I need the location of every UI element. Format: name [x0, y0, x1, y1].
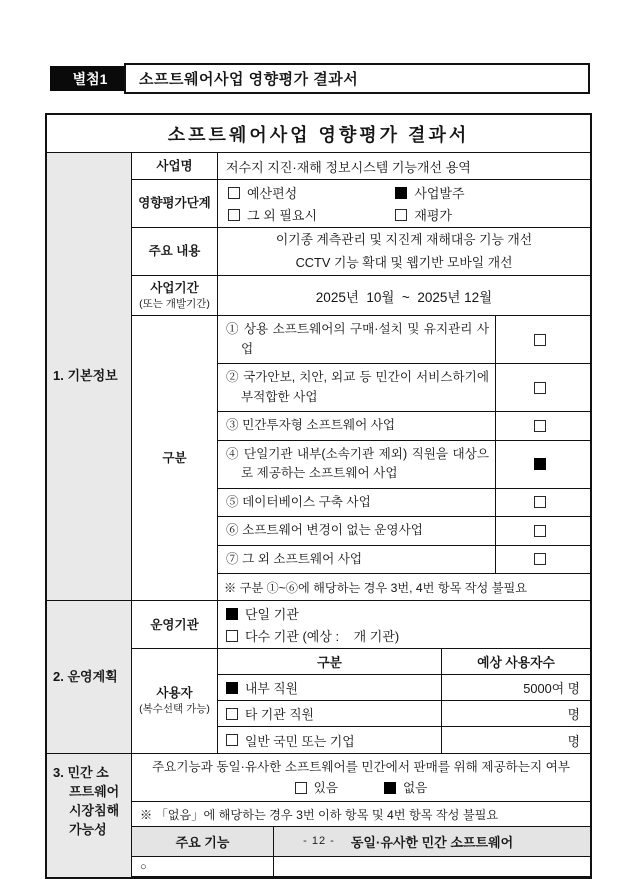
user-type-label: 내부 직원 [245, 681, 299, 697]
classification-item-row [218, 412, 590, 441]
main-content-line: 이기종 계측관리 및 지진계 재해대응 기능 개선 [275, 232, 533, 248]
market-question-text: 주요기능과 동일·유사한 소프트웨어를 민간에서 판매를 위해 제공하는지 여부 [152, 760, 570, 775]
classification-item-text: ⑦ 그 외 소프트웨어 사업 [226, 551, 363, 566]
classification-item-row [218, 517, 590, 546]
checkbox-icon [226, 708, 238, 720]
checkbox-icon [226, 682, 238, 694]
project-name-label: 사업명 [132, 153, 218, 179]
project-period-row [132, 276, 590, 316]
checkbox-icon [226, 630, 238, 642]
classification-label: 구분 [132, 316, 218, 600]
section-market-label: 3. 민간 소 프트웨어 시장침해 가능성 [47, 754, 132, 877]
market-question-row [132, 754, 590, 802]
classification-checkbox-cell [495, 441, 590, 488]
users-table-row [218, 727, 590, 753]
classification-item-row [218, 489, 590, 518]
classification-checkbox-cell [495, 489, 590, 517]
users-sublabel: (복수선택 가능) [139, 703, 210, 716]
users-row [132, 649, 590, 753]
users-table-row [218, 701, 590, 727]
classification-checkbox-cell [495, 316, 590, 363]
org-option: 다수 기관 (예상 : 개 기관) [226, 626, 582, 645]
users-label: 사용자 (복수선택 가능) [132, 649, 218, 753]
answer-option: 있음 [295, 778, 338, 798]
market-note: ※ 「없음」에 해당하는 경우 3번 이하 항목 및 4번 항목 작성 불필요 [132, 802, 590, 827]
attachment-title: 소프트웨어사업 영향평가 결과서 [139, 71, 359, 88]
checkbox-icon [534, 553, 546, 565]
checkbox-icon [534, 334, 546, 346]
operating-org-row [132, 601, 590, 649]
users-table-row [218, 675, 590, 701]
market-answer-options [295, 778, 428, 798]
checkbox-icon [228, 187, 240, 199]
classification-item-row [218, 441, 590, 489]
software-cell [274, 857, 590, 876]
attachment-badge: 별첨1 [50, 66, 130, 91]
answer-option: 없음 [384, 778, 427, 798]
main-content-value [218, 228, 590, 275]
classification-checkbox-cell [495, 546, 590, 574]
user-type-label: 일반 국민 또는 기업 [245, 733, 355, 749]
checkbox-icon [226, 608, 238, 620]
classification-item-text: ① 상용 소프트웨어의 구매·설치 및 유지관리 사업 [226, 322, 489, 356]
checkbox-icon [395, 187, 407, 199]
classification-items [218, 316, 590, 600]
checkbox-icon [534, 458, 546, 470]
section-basic-label: 1. 기본정보 [47, 153, 132, 600]
org-option: 단일 기관 [226, 604, 582, 623]
user-count-value: 5000여 명 [523, 681, 580, 697]
users-table [218, 649, 590, 753]
checkbox-icon [228, 209, 240, 221]
classification-item-row [218, 316, 590, 364]
classification-note: ※ 구분 ①~⑥에 해당하는 경우 3번, 4번 항목 작성 불필요 [224, 580, 528, 595]
operating-org-options [218, 601, 590, 648]
user-count-value: 명 [567, 733, 580, 749]
assessment-stage-row [132, 180, 590, 228]
users-col2-header: 예상 사용자수 [477, 655, 555, 671]
section-market-infringement [47, 754, 590, 877]
main-content-label: 주요 내용 [132, 228, 218, 275]
section-operation-label: 2. 운영계획 [47, 601, 132, 753]
project-name-row [132, 153, 590, 180]
classification-checkbox-cell [495, 364, 590, 411]
project-period-value: 2025년 10월 ~ 2025년 12월 [315, 289, 493, 305]
classification-checkbox-cell [495, 412, 590, 440]
form-title: 소프트웨어사업 영향평가 결과서 [47, 115, 590, 153]
page-number: - 12 - [303, 835, 335, 847]
assessment-stage-label: 영향평가단계 [132, 180, 218, 227]
checkbox-icon [395, 209, 407, 221]
classification-item-text: ⑤ 데이터베이스 구축 사업 [226, 494, 371, 509]
checkbox-icon [534, 496, 546, 508]
classification-checkbox-cell [495, 517, 590, 545]
project-period-sublabel: (또는 개발기간) [139, 297, 210, 310]
users-table-header [218, 649, 590, 675]
operating-org-label: 운영기관 [132, 601, 218, 648]
classification-item-text: ⑥ 소프트웨어 변경이 없는 운영사업 [226, 523, 423, 538]
classification-row [132, 316, 590, 600]
stage-option: 재평가 [395, 205, 584, 224]
checkbox-icon [534, 525, 546, 537]
checkbox-icon [384, 782, 396, 794]
attachment-title-box [124, 63, 590, 94]
feature-cell: ○ [132, 857, 274, 876]
feature-col-header: 주요 기능 [132, 827, 274, 856]
software-col-header: 동일·유사한 민간 소프트웨어 [350, 835, 514, 851]
section-basic-info [47, 153, 590, 601]
project-name-value: 저수지 지진·재해 정보시스템 기능개선 용역 [226, 159, 471, 175]
classification-item-text: ② 국가안보, 치안, 외교 등 민간이 서비스하기에 부적합한 사업 [226, 370, 489, 404]
assessment-form-table [45, 113, 592, 879]
classification-item-text: ④ 단일기관 내부(소속기관 제외) 직원을 대상으로 제공하는 소프트웨어 사업 [226, 446, 489, 481]
assessment-stage-options [218, 180, 590, 227]
checkbox-icon [534, 420, 546, 432]
stage-option: 예산편성 [228, 183, 395, 202]
main-content-line: CCTV 기능 확대 및 웹기반 모바일 개선 [295, 254, 513, 270]
classification-item-text: ③ 민간투자형 소프트웨어 사업 [226, 418, 396, 433]
stage-option: 사업발주 [395, 183, 584, 202]
classification-item-row [218, 364, 590, 412]
checkbox-icon [295, 782, 307, 794]
project-period-label: 사업기간 (또는 개발기간) [132, 276, 218, 315]
checkbox-icon [534, 382, 546, 394]
classification-item-row [218, 546, 590, 575]
main-content-row [132, 228, 590, 276]
stage-option: 그 외 필요시 [228, 205, 395, 224]
users-col1-header: 구분 [218, 649, 442, 674]
checkbox-icon [226, 734, 238, 746]
market-table-row [132, 857, 590, 877]
user-type-label: 타 기관 직원 [245, 707, 314, 723]
user-count-value: 명 [567, 707, 580, 723]
section-operation-plan [47, 601, 590, 754]
